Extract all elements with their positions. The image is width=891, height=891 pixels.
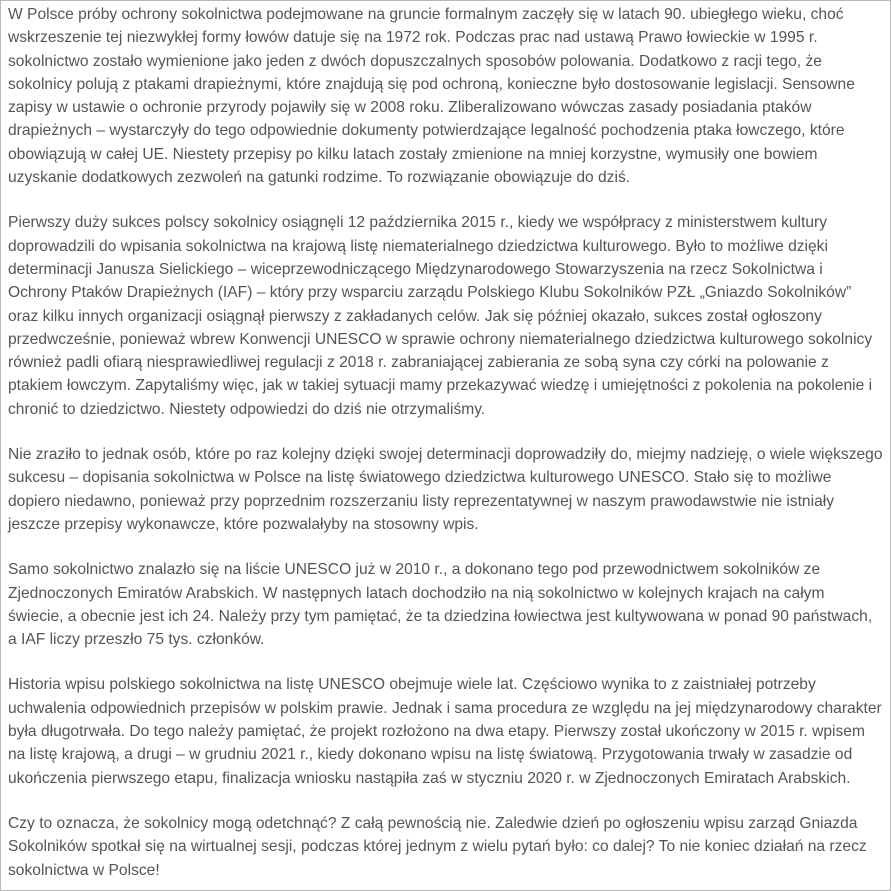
article-paragraph: Czy to oznacza, że sokolnicy mogą odetchnąć? Z całą pewnością nie. Zaledwie dzień po ogłoszeniu wpisu zarząd Gniazda Sokolników spotkał się na wirtualnej sesji, podczas której jednym z wielu pytań było: co dalej? To nie koniec działań na rzecz sokolnictwa w Polsce!: [8, 814, 867, 879]
article-paragraph: Nie zraziło to jednak osób, które po raz kolejny dzięki swojej determinacji doprowadziły do, miejmy nadzieję, o wiele większego sukcesu – dopisania sokolnictwa w Polsce na listę światowego dziedzictwa kulturowego UNESCO. Stało się to możliwe dopiero niedawno, ponieważ przy poprzednim rozszerzaniu listy reprezentatywnej w naszym prawodawstwie nie istniały jeszcze przepisy wykonawcze, które pozwalałyby na stosowny wpis.: [8, 446, 883, 533]
article-body: [8, 3, 883, 882]
article-paragraph: Historia wpisu polskiego sokolnictwa na listę UNESCO obejmuje wiele lat. Częściowo wynika to z zaistniałej potrzeby uchwalenia odpowiednich przepisów w polskim prawie. Jednak i sama procedura ze względu na jej międzynarodowy charakter była długotrwała. Do tego należy pamiętać, że projekt rozłożono na dwa etapy. Pierwszy został ukończony w 2015 r. wpisem na listę krajową, a drugi – w grudniu 2021 r., kiedy dokonano wpisu na listę światową. Przygotowania trwały w zasadzie od ukończenia pierwszego etapu, finalizacja wniosku nastąpiła zaś w styczniu 2020 r. w Zjednoczonych Emiratach Arabskich.: [8, 676, 882, 787]
article-paragraph: Samo sokolnictwo znalazło się na liście UNESCO już w 2010 r., a dokonano tego pod przewodnictwem sokolników ze Zjednoczonych Emiratów Arabskich. W następnych latach dochodziło na nią sokolnictwo w kolejnych krajach na całym świecie, a obecnie jest ich 24. Należy przy tym pamiętać, że ta dziedzina łowiectwa jest kultywowana w ponad 90 państwach, a IAF liczy przeszło 75 tys. członków.: [8, 561, 873, 649]
article-paragraph: W Polsce próby ochrony sokolnictwa podejmowane na gruncie formalnym zaczęły się w latach 90. ubiegłego wieku, choć wskrzeszenie tej niezwykłej formy łowów datuje się na 1972 rok. Podczas prac nad ustawą Prawo łowieckie w 1995 r. sokolnictwo zostało wymienione jako jeden z dwóch dopuszczalnych sposobów polowania. Dodatkowo z racji tego, że sokolnicy polują z ptakami drapieżnymi, które znajdują się pod ochroną, konieczne było dostosowanie legislacji. Sensowne zapisy w ustawie o ochronie przyrody pojawiły się w 2008 roku. Zliberalizowano wówczas zasady posiadania ptaków drapieżnych – wystarczyły do tego odpowiednie dokumenty potwierdzające legalność pochodzenia ptaka łowczego, które obowiązują w całej UE. Niestety przepisy po kilku latach zostały zmienione na mniej korzystne, wymusiły one bowiem uzyskanie dodatkowych zezwoleń na gatunki rodzime. To rozwiązanie obowiązuje do dziś.: [8, 6, 855, 187]
article-paragraph: Pierwszy duży sukces polscy sokolnicy osiągnęli 12 października 2015 r., kiedy we współpracy z ministerstwem kultury doprowadzili do wpisania sokolnictwa na krajową listę niematerialnego dziedzictwa kulturowego. Było to możliwe dzięki determinacji Janusza Sielickiego – wiceprzewodniczącego Międzynarodowego Stowarzyszenia na rzecz Sokolnictwa i Ochrony Ptaków Drapieżnych (IAF) – który przy wsparciu zarządu Polskiego Klubu Sokolników PZŁ „Gniazdo Sokolników” oraz kilku innych organizacji osiągnął pierwszy z zakładanych celów. Jak się później okazało, sukces został ogłoszony przedwcześnie, ponieważ wbrew Konwencji UNESCO w sprawie ochrony niematerialnego dziedzictwa kulturowego sokolnicy również padli ofiarą niesprawiedliwej regulacji z 2018 r. zabraniającej zabierania ze sobą syna czy córki na polowanie z ptakiem łowczym. Zapytaliśmy więc, jak w takiej sytuacji mamy przekazywać wiedzę i umiejętności z pokolenia na pokolenie i chronić to dziedzictwo. Niestety odpowiedzi do dziś nie otrzymaliśmy.: [8, 214, 873, 418]
